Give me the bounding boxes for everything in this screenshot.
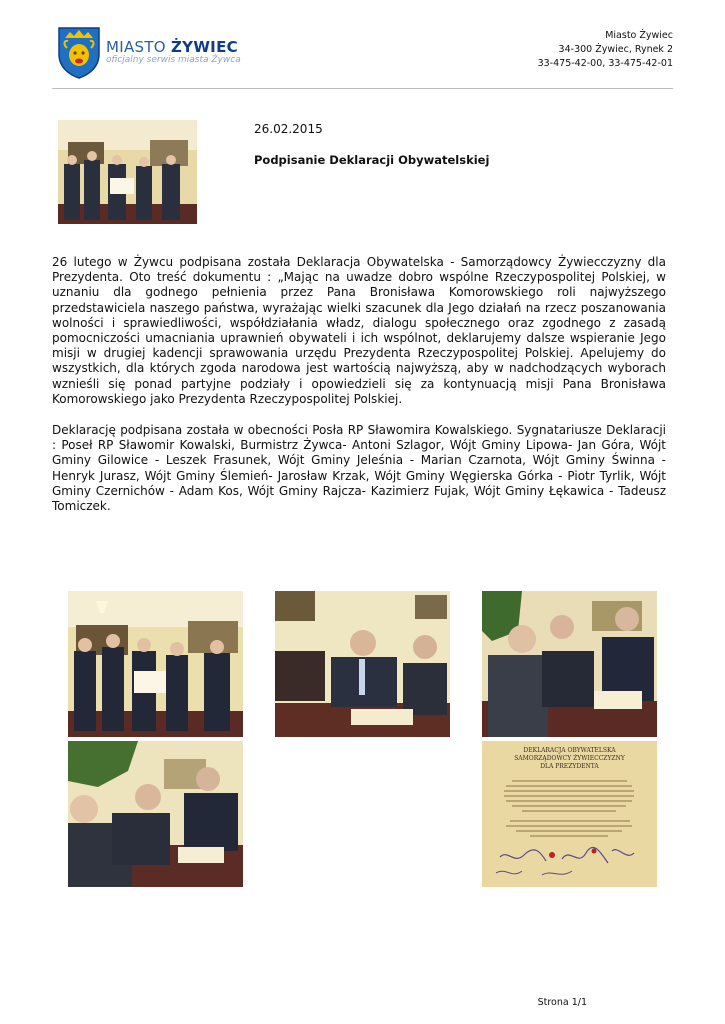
- gallery-photo[interactable]: [482, 591, 657, 737]
- address-line: 34-300 Żywiec, Rynek 2: [558, 44, 673, 55]
- declaration-document-photo[interactable]: [482, 741, 657, 887]
- site-tagline: oficjalny serwis miasta Żywca: [106, 55, 241, 65]
- address-line: 33-475-42-00, 33-475-42-01: [537, 58, 673, 69]
- city-coat-of-arms-logo[interactable]: [56, 24, 102, 80]
- thumbnail-photo[interactable]: [58, 120, 197, 224]
- article-paragraph: 26 lutego w Żywcu podpisana została Deklaracja Obywatelska - Samorządowcy Żywiecczyzny dla Prezydenta. Oto treść dokumentu : „Mając na uwadze dobro wspólne Rzeczypospolitej Polskiej, w uznaniu dla godnego pełnienia przez Pana Bronisława Komorowskiego roli najwyższego przedstawiciela naszego państwa, wyrażając wielki szacunek dla Jego działań na rzecz poszanowania wolności i sprawiedliwości, współdziałania władz, dialogu społecznego oraz zgodnego z zasadą pomocniczości umacniania uprawnień obywateli i ich wspólnot, deklarujemy dalsze wspieranie Jego misji w drugiej kadencji sprawowania urzędu Prezydenta Rzeczypospolitej Polskiej. Apelujemy do wszystkich, dla których zgoda narodowa jest wartością najwyższą, aby w nadchodzących wyborach wznieśli się ponad partyjne podziały i opowiedzieli się za kontynuacją misji Pana Bronisława Komorowskiego jako Prezydenta Rzeczypospolitej Polskiej.: [52, 255, 666, 406]
- address-line: Miasto Żywiec: [605, 30, 673, 41]
- gallery-photo[interactable]: [68, 591, 243, 737]
- brand-bold: ŻYWIEC: [171, 38, 238, 56]
- brand-main: MIASTO: [106, 38, 166, 56]
- article-date: 26.02.2015: [254, 122, 323, 136]
- document-heading: DEKLARACJA OBYWATELSKA SAMORZĄDOWCY ŻYWIECCZYZNY DLA PREZYDENTA: [514, 747, 625, 770]
- page-number: Strona 1/1: [537, 997, 587, 1008]
- address-block: [538, 29, 673, 71]
- site-brand[interactable]: [106, 38, 238, 56]
- gallery-photo[interactable]: [68, 741, 243, 887]
- gallery-photo[interactable]: [275, 591, 450, 737]
- document-text-lines: [482, 775, 657, 887]
- article-paragraph: Deklarację podpisana została w obecności Posła RP Sławomira Kowalskiego. Sygnatariusze Deklaracji : Poseł RP Sławomir Kowalski, Burmistrz Żywca- Antoni Szlagor, Wójt Gminy Lipowa- Jan Góra, Wójt Gminy Gilowice - Leszek Frasunek, Wójt Gminy Jeleśnia - Marian Czarnota, Wójt Gminy Świnna - Henryk Jurasz, Wójt Gminy Ślemień- Jarosław Krzak, Wójt Gminy Węgierska Górka - Piotr Tyrlik, Wójt Gminy Czernichów - Adam Kos, Wójt Gminy Rajcza- Kazimierz Fujak, Wójt Gminy Łękawica - Tadeusz Tomiczek.: [52, 423, 666, 514]
- article-title: Podpisanie Deklaracji Obywatelskiej: [254, 153, 490, 167]
- header-divider: [52, 88, 673, 89]
